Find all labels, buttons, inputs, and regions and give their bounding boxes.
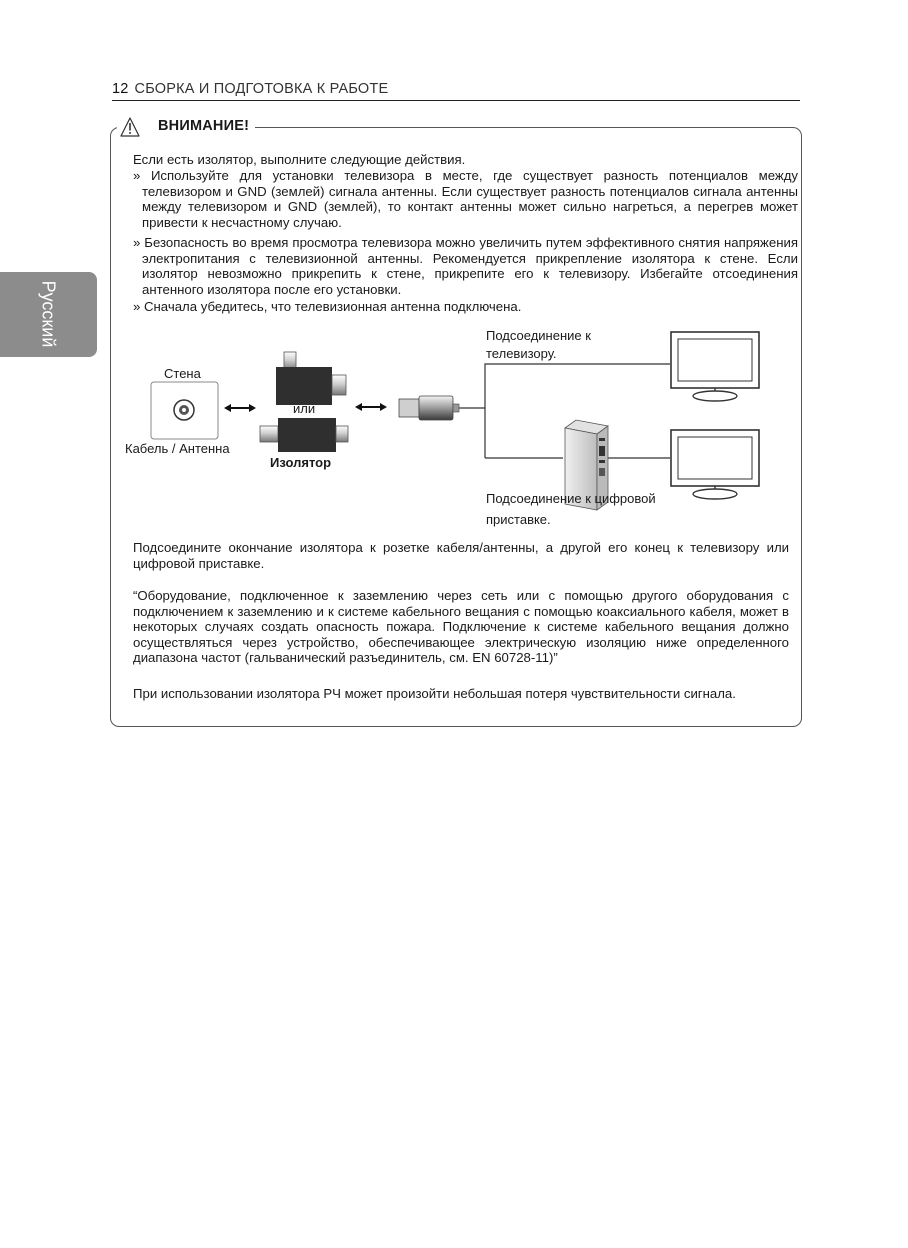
warning-triangle-icon [119,114,153,138]
tv-connection-label-line1: Подсоединение к [486,328,591,343]
stb-connection-label-line1: Подсоединение к цифровой [486,491,656,506]
tv-bottom [671,430,759,499]
connection-lines [459,364,670,458]
tv-connection-label-line2: телевизору. [486,346,557,361]
cable-antenna-label: Кабель / Антенна [125,441,230,456]
language-tab [0,272,97,357]
isolator-label: Изолятор [270,455,332,470]
coax-plug [399,396,459,420]
tv-top [671,332,759,401]
safety-quote-paragraph: “Оборудование, подключенное к заземлению через сеть или с помощью другого оборудования с подключением к заземлению и к системе кабельного вещания с помощью коаксиального кабеля, может в некоторых случаях создать опасность пожара. Подключение к системе кабельного вещания должно осуществляться через устройство, обеспечивающее электрическую изоляцию ниже определенного диапазона частот (гальванический разъединитель, см. EN 60728-11)” [133,588,789,666]
connect-paragraph: Подсоедините окончание изолятора к розетке кабеля/антенны, а другой его конец к телевизору или цифровой приставке. [133,540,789,571]
page-header [112,80,800,101]
caution-bullet-3: » Сначала убедитесь, что телевизионная антенна подключена. [133,299,522,314]
rf-isolator-paragraph: При использовании изолятора РЧ может произойти небольшая потеря чувствительности сигнала. [133,686,736,701]
double-arrow-2 [355,403,387,411]
caution-heading [117,113,255,139]
wall-label: Стена [164,366,201,381]
caution-intro: Если есть изолятор, выполните следующие действия. [133,152,466,167]
isolator-straight [260,418,348,452]
double-arrow-1 [224,404,256,412]
caution-title: ВНИМАНИЕ! [158,118,250,134]
isolator-angled [276,352,346,405]
language-tab-label: Русский [38,280,59,348]
or-label: или [293,401,316,416]
caution-bullet-1: » Используйте для установки телевизора в месте, где существует разность потенциалов между телевизором и GND (землей) сигнала антенны. Если существует разность потенциалов сигнала антенны между телевизором и GND (землей), то контакт антенны может сильно нагреться, а перегрев может привести к несчастному случаю. [133,168,798,230]
isolator-connection-diagram [110,320,802,535]
wall-outlet [151,382,218,439]
page-number: 12 [112,81,129,97]
section-title: СБОРКА И ПОДГОТОВКА К РАБОТЕ [134,81,389,97]
caution-bullet-2: » Безопасность во время просмотра телевизора можно увеличить путем эффективного снятия напряжения электропитания с телевизионной антенны. Рекомендуется прикрепление изолятора к стене. Если изолятор невозможно прикрепить к стене, прикрепите его к телевизору. Избегайте отсоединения антенного изолятора после его установки. [133,235,798,297]
stb-connection-label-line2: приставке. [486,512,551,527]
